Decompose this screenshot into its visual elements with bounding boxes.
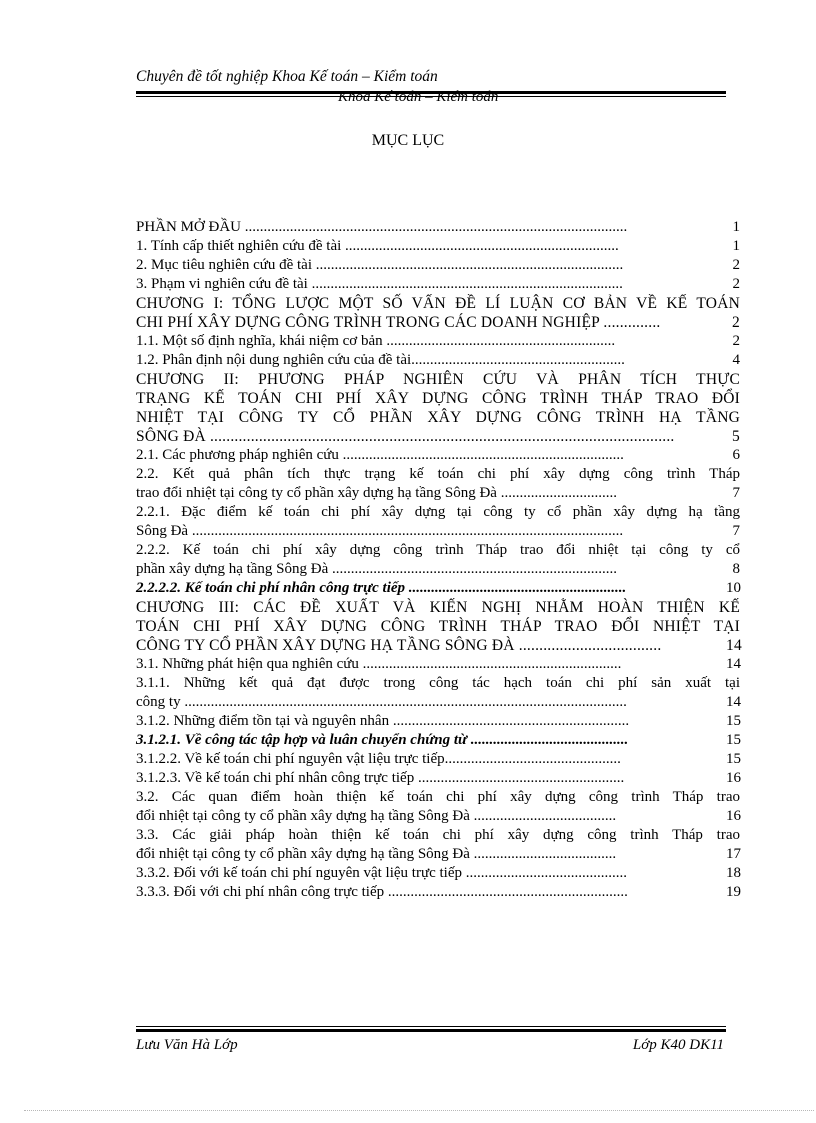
- header-title: Chuyên đề tốt nghiệp Khoa Kế toán – Kiểm toán: [136, 68, 438, 85]
- toc-entry-text: 3. Phạm vi nghiên cứu đề tài ...................................................................................: [136, 276, 623, 292]
- toc-entry: [136, 237, 740, 256]
- toc-entry-text: PHẦN MỞ ĐẦU ......................................................................................................: [136, 219, 628, 235]
- toc-entry: [136, 731, 740, 750]
- toc-entry-text: TOÁN CHI PHÍ XÂY DỰNG CÔNG TRÌNH THÁP TRAO ĐỔI NHIỆT TẠI: [136, 618, 740, 635]
- toc-entry: [136, 693, 740, 712]
- toc-entry-text: 3.1.2.3. Về kế toán chi phí nhân công trực tiếp .......................................................: [136, 770, 625, 786]
- toc-entry-page: 14: [726, 694, 741, 710]
- toc-entry-text: 1. Tính cấp thiết nghiên cứu đề tài .........................................................................: [136, 238, 619, 254]
- toc-entry-page: 2: [732, 314, 740, 331]
- toc-entry: [136, 389, 740, 408]
- toc-entry: [136, 674, 740, 693]
- toc-entry-text: CHƯƠNG II: PHƯƠNG PHÁP NGHIÊN CỨU VÀ PHÂN TÍCH THỰC: [136, 371, 740, 388]
- toc-entry: [136, 598, 740, 617]
- toc-entry-text: 3.1.2.2. Về kế toán chi phí nguyên vật liệu trực tiếp...............................................: [136, 751, 621, 767]
- toc-entry: [136, 408, 740, 427]
- toc-entry-page: 5: [732, 428, 740, 445]
- toc-entry: [136, 807, 740, 826]
- toc-entry: [136, 712, 740, 731]
- toc-entry-page: 7: [732, 523, 740, 539]
- toc-entry: [136, 845, 740, 864]
- toc-entry-page: 17: [726, 846, 741, 862]
- toc-entry-text: 3.3.2. Đối với kế toán chi phí nguyên vật liệu trực tiếp ...........................................: [136, 865, 627, 881]
- toc-entry-page: 15: [726, 732, 741, 748]
- toc-entry: [136, 332, 740, 351]
- toc-entry: [136, 503, 740, 522]
- toc-entry-page: 2: [732, 276, 740, 292]
- toc-entry: [136, 883, 740, 902]
- toc-entry-text: 3.2. Các quan điểm hoàn thiện kế toán chi phí xây dựng công trình Tháp trao: [136, 789, 740, 805]
- toc-entry-page: 18: [726, 865, 741, 881]
- page-title: MỤC LỤC: [371, 132, 445, 149]
- toc-entry-text: NHIỆT TẠI CÔNG TY CỔ PHẦN XÂY DỰNG CÔNG TRÌNH HẠ TẦNG: [136, 409, 740, 426]
- toc-entry-text: TRẠNG KẾ TOÁN CHI PHÍ XÂY DỰNG CÔNG TRÌNH THÁP TRAO ĐỔI: [136, 390, 740, 407]
- toc-entry-text: 3.3.3. Đối với chi phí nhân công trực tiếp ................................................................: [136, 884, 628, 900]
- toc-entry-page: 14: [726, 656, 741, 672]
- toc-entry-page: 16: [726, 770, 741, 786]
- toc-entry-text: 1.1. Một số định nghĩa, khái niệm cơ bản .............................................................: [136, 333, 616, 349]
- toc-entry-text: 3.1. Những phát hiện qua nghiên cứu .....................................................................: [136, 656, 622, 672]
- toc-entry-text: 2.2.2. Kế toán chi phí xây dựng công trình Tháp trao đổi nhiệt tại công ty cổ: [136, 542, 740, 558]
- toc-entry-text: 2.2.1. Đặc điểm kế toán chi phí xây dựng tại công ty cổ phần xây dựng hạ tầng: [136, 504, 740, 520]
- toc-entry: [136, 655, 740, 674]
- toc-entry: [136, 351, 740, 370]
- page-edge: [24, 1110, 814, 1111]
- toc-entry-page: 1: [732, 219, 740, 235]
- toc-entry-text: 3.3. Các giải pháp hoàn thiện kế toán chi phí xây dựng công trình Tháp trao: [136, 827, 740, 843]
- toc-entry: [136, 522, 740, 541]
- toc-entry-page: 15: [726, 713, 741, 729]
- footer-rule-thin: [136, 1026, 726, 1027]
- toc-entry-page: 4: [732, 352, 740, 368]
- toc-entry-text: 3.1.2.1. Về công tác tập hợp và luân chuyển chứng từ ..........................................: [136, 732, 629, 748]
- toc-entry-text: SÔNG ĐÀ ..................................................................................................................: [136, 428, 675, 445]
- toc-entry-text: 1.2. Phân định nội dung nghiên cứu của đề tài.........................................................: [136, 352, 625, 368]
- toc-entry-text: CHƯƠNG III: CÁC ĐỀ XUẤT VÀ KIẾN NGHỊ NHẰM HOÀN THIỆN KẾ: [136, 599, 740, 616]
- toc-entry-page: 2: [732, 333, 740, 349]
- toc-entry-page: 2: [732, 257, 740, 273]
- toc-entry: [136, 788, 740, 807]
- toc-entry: [136, 864, 740, 883]
- toc-entry-text: đổi nhiệt tại công ty cổ phần xây dựng hạ tầng Sông Đà ......................................: [136, 846, 617, 862]
- toc-entry: [136, 370, 740, 389]
- toc-entry-text: CHƯƠNG I: TỔNG LƯỢC MỘT SỐ VẤN ĐỀ LÍ LUẬN CƠ BẢN VỀ KẾ TOÁN: [136, 295, 740, 312]
- toc-entry: [136, 465, 740, 484]
- toc-entry-text: đổi nhiệt tại công ty cổ phần xây dựng hạ tầng Sông Đà ......................................: [136, 808, 617, 824]
- toc-entry: [136, 256, 740, 275]
- toc-entry-text: công ty ......................................................................................................................: [136, 694, 627, 710]
- toc-entry: [136, 617, 740, 636]
- toc-entry: [136, 826, 740, 845]
- toc-entry-page: 15: [726, 751, 741, 767]
- toc-entry-page: 16: [726, 808, 741, 824]
- toc-entry-page: 10: [726, 580, 741, 596]
- toc-entry: [136, 541, 740, 560]
- toc-entry-text: Sông Đà ...................................................................................................................: [136, 523, 624, 539]
- toc-entry-text: CÔNG TY CỔ PHẦN XÂY DỰNG HẠ TẦNG SÔNG ĐÀ ...................................: [136, 637, 662, 654]
- toc-entry-page: 6: [732, 447, 740, 463]
- table-of-contents: [136, 218, 740, 902]
- toc-entry: [136, 446, 740, 465]
- toc-entry-page: 8: [732, 561, 740, 577]
- toc-entry: [136, 769, 740, 788]
- toc-entry-text: 3.1.1. Những kết quả đạt được trong công tác hạch toán chi phí sản xuất tại: [136, 675, 740, 691]
- toc-entry-page: 1: [732, 238, 740, 254]
- toc-entry: [136, 275, 740, 294]
- toc-entry: [136, 579, 740, 598]
- toc-entry-text: 2.1. Các phương pháp nghiên cứu ...........................................................................: [136, 447, 624, 463]
- footer-rule-thick: [136, 1029, 726, 1032]
- header-subtitle: Khoa Kế toán – Kiểm toán: [338, 89, 499, 105]
- toc-entry-text: phần xây dựng hạ tầng Sông Đà ............................................................................: [136, 561, 618, 577]
- toc-entry-page: 14: [726, 637, 742, 654]
- toc-entry: [136, 560, 740, 579]
- toc-entry-page: 7: [732, 485, 740, 501]
- toc-entry-page: 19: [726, 884, 741, 900]
- toc-entry: [136, 218, 740, 237]
- toc-entry-text: 2.2.2.2. Kế toán chi phí nhân công trực tiếp ..........................................................: [136, 580, 627, 596]
- toc-entry-text: trao đổi nhiệt tại công ty cổ phần xây dựng hạ tầng Sông Đà ...............................: [136, 485, 617, 501]
- toc-entry: [136, 484, 740, 503]
- toc-entry: [136, 313, 740, 332]
- toc-entry-text: 2. Mục tiêu nghiên cứu đề tài ..................................................................................: [136, 257, 624, 273]
- footer-author: Lưu Văn Hà Lớp: [136, 1037, 238, 1053]
- toc-entry: [136, 427, 740, 446]
- toc-entry: [136, 636, 740, 655]
- toc-entry-text: 2.2. Kết quả phân tích thực trạng kế toán chi phí xây dựng công trình Tháp: [136, 466, 740, 482]
- toc-entry: [136, 294, 740, 313]
- toc-entry-text: 3.1.2. Những điểm tồn tại và nguyên nhân ...............................................................: [136, 713, 630, 729]
- toc-entry: [136, 750, 740, 769]
- footer-class: Lớp K40 DK11: [632, 1037, 724, 1053]
- toc-entry-text: CHI PHÍ XÂY DỰNG CÔNG TRÌNH TRONG CÁC DOANH NGHIỆP ..............: [136, 314, 661, 331]
